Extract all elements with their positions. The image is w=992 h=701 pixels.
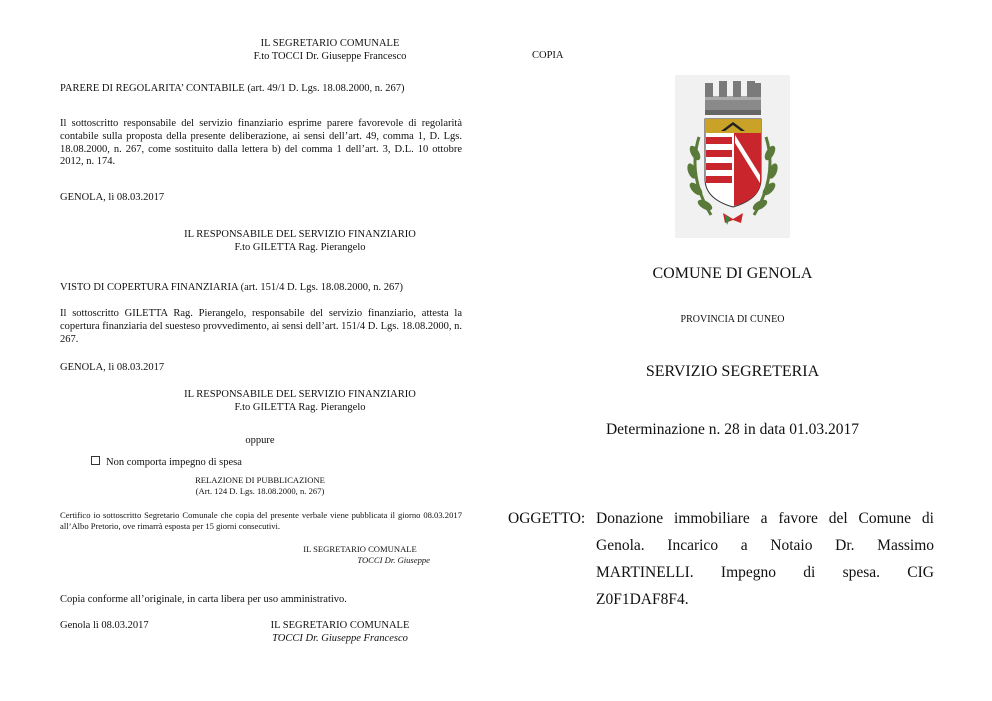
oggetto-word: di: [803, 564, 816, 581]
coat-of-arms: [675, 75, 790, 238]
oggetto-block: [508, 505, 934, 613]
copia-conforme: Copia conforme all’originale, in carta libera per uso amministrativo.: [60, 594, 347, 605]
top-signature-title: IL SEGRETARIO COMUNALE: [260, 38, 400, 49]
relazione-title: RELAZIONE DI PUBBLICAZIONE: [195, 475, 325, 485]
oggetto-word: Massimo: [877, 537, 934, 554]
visto-signature: [140, 389, 460, 414]
oggetto-word: MARTINELLI.: [596, 564, 694, 581]
crest-icon: [675, 75, 790, 238]
parere-signer-name: F.to GILETTA Rag. Pierangelo: [234, 241, 366, 253]
copia-label: COPIA: [532, 50, 564, 61]
final-signer-name: TOCCI Dr. Giuseppe Francesco: [272, 632, 408, 644]
oggetto-word: del: [828, 510, 848, 527]
oggetto-word: CIG: [907, 564, 934, 581]
oggetto-word: Donazione: [596, 510, 664, 527]
comune-title: COMUNE DI GENOLA: [652, 265, 813, 282]
oggetto-word: a: [740, 537, 748, 554]
visto-signer-name: F.to GILETTA Rag. Pierangelo: [234, 401, 366, 413]
oggetto-word: Incarico: [667, 537, 719, 554]
oggetto-row-1: [508, 505, 934, 532]
oggetto-label: OGGETTO:: [508, 510, 586, 527]
oppure-text: oppure: [245, 435, 275, 446]
oggetto-word: Genola.: [596, 537, 645, 554]
relazione-signer-title: IL SEGRETARIO COMUNALE: [303, 544, 417, 554]
oggetto-row-4: Z0F1DAF8F4.: [596, 591, 689, 608]
oggetto-row-3: [508, 559, 934, 586]
top-signature: [180, 38, 480, 63]
relazione-ref: (Art. 124 D. Lgs. 18.08.2000, n. 267): [195, 485, 325, 496]
oggetto-word: spesa.: [842, 564, 881, 581]
relazione-body: Certifico io sottoscritto Segretario Comunale che copia del presente verbale viene pubblicata il giorno 08.03.2017 all’Albo Pretorio, ove rimarrà esposta per 15 giorni consecutivi.: [60, 510, 462, 531]
oggetto-word: di: [921, 510, 934, 527]
relazione-header: [130, 475, 390, 496]
final-date: Genola lì 08.03.2017: [60, 620, 149, 631]
determinazione-line: Determinazione n. 28 in data 01.03.2017: [605, 421, 860, 438]
visto-date: GENOLA, lì 08.03.2017: [60, 362, 165, 373]
oggetto-word: Comune: [858, 510, 912, 527]
top-signature-name: F.to TOCCI Dr. Giuseppe Francesco: [253, 50, 407, 62]
visto-body: Il sottoscritto GILETTA Rag. Pierangelo, responsabile del servizio finanziario, attesta la copertura finanziaria del suesteso provvedimento, ai sensi dell’art. 151/4 D. Lgs. 18.08.2000, n. 267.: [60, 308, 462, 345]
servizio-title: SERVIZIO SEGRETERIA: [645, 363, 820, 380]
relazione-signer-name: TOCCI Dr. Giuseppe: [357, 554, 430, 565]
visto-signer-title: IL RESPONSABILE DEL SERVIZIO FINANZIARIO: [184, 389, 416, 400]
oggetto-word: a: [760, 510, 768, 527]
relazione-signature: [260, 544, 460, 565]
parere-heading: PARERE DI REGOLARITA’ CONTABILE (art. 49/1 D. Lgs. 18.08.2000, n. 267): [60, 83, 405, 94]
no-impegno-option: [91, 456, 391, 470]
parere-signer-title: IL RESPONSABILE DEL SERVIZIO FINANZIARIO: [184, 229, 416, 240]
oggetto-word: favore: [778, 510, 818, 527]
oggetto-word: Notaio: [770, 537, 813, 554]
oggetto-word: Dr.: [835, 537, 855, 554]
parere-signature: [140, 229, 460, 254]
final-signature: [230, 620, 450, 645]
no-impegno-label: Non comporta impegno di spesa: [106, 457, 242, 468]
oggetto-word: immobiliare: [674, 510, 750, 527]
final-signer-title: IL SEGRETARIO COMUNALE: [270, 620, 410, 631]
no-impegno-checkbox: [91, 456, 100, 465]
oggetto-word: Impegno: [720, 564, 777, 581]
provincia-subtitle: PROVINCIA DI CUNEO: [680, 314, 785, 325]
visto-heading: VISTO DI COPERTURA FINANZIARIA (art. 151/4 D. Lgs. 18.08.2000, n. 267): [60, 282, 404, 293]
oggetto-row-2: [508, 532, 934, 559]
parere-body: Il sottoscritto responsabile del servizio finanziario esprime parere favorevole di regolarità contabile sulla proposta della presente deliberazione, ai sensi dell’art. 49, comma 1, D. Lgs. 18.08.2000, n. 267, come sostituito dalla lettera b) del comma 1 dell’art. 3, D.L. 10 ottobre 2012, n. 174.: [60, 118, 462, 168]
parere-date: GENOLA, lì 08.03.2017: [60, 192, 165, 203]
